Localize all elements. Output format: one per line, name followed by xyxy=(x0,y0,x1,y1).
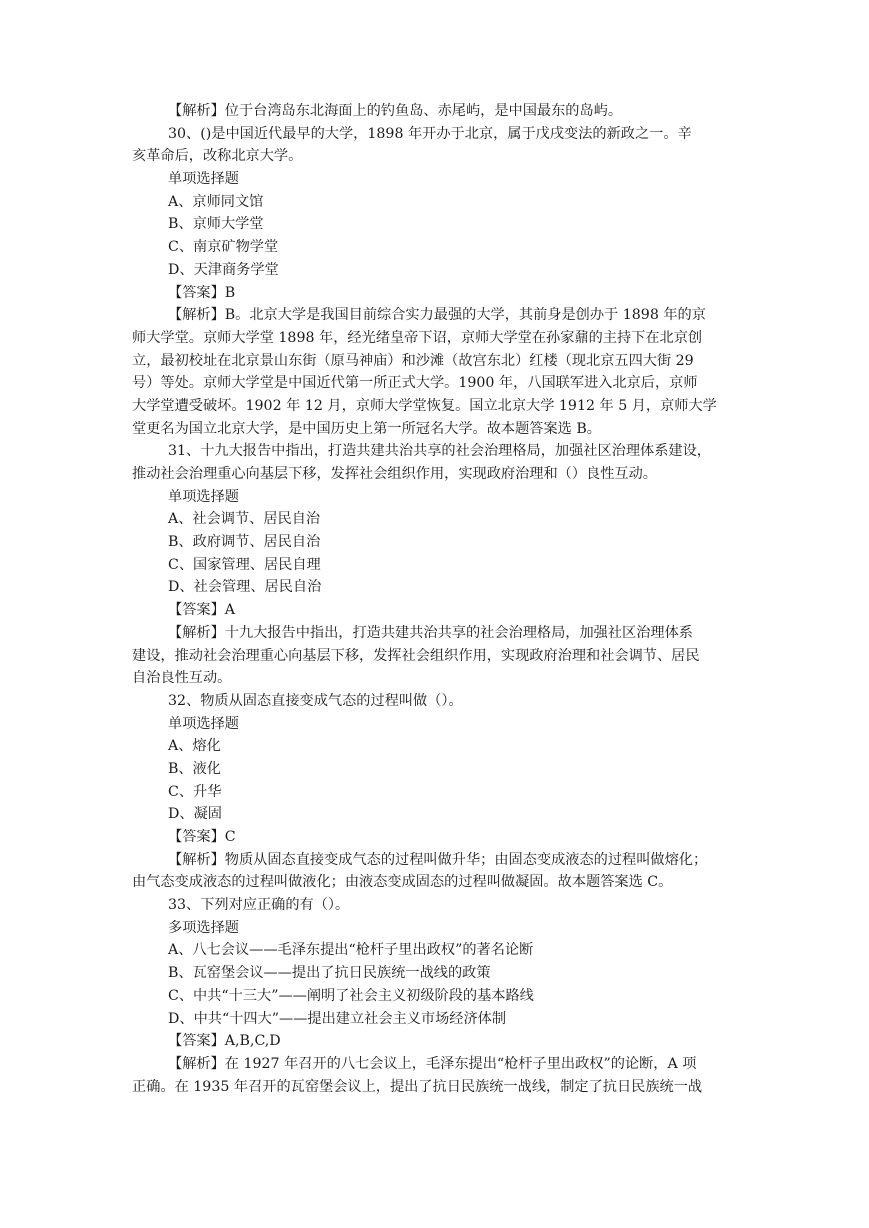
text-line: 单项选择题 xyxy=(168,171,239,188)
text-line: B、京师大学堂 xyxy=(168,216,264,233)
paragraph xyxy=(132,849,739,894)
paragraph-line: 号）等处。京师大学堂是中国近代第一所正式大学。1900 年，八国联军进入北京后，京师 xyxy=(132,375,698,392)
paragraph-line: 31、十九大报告中指出，打造共建共治共享的社会治理格局，加强社区治理体系建设， xyxy=(168,443,711,460)
paragraph-line: 自治良性互动。 xyxy=(132,670,232,687)
text-line: B、液化 xyxy=(168,760,221,777)
paragraph-line: 【解析】位于台湾岛东北海面上的钓鱼岛、赤尾屿，是中国最东的岛屿。 xyxy=(168,103,623,119)
text-line: B、政府调节、居民自治 xyxy=(168,534,321,551)
text-line: C、国家管理、居民自理 xyxy=(168,556,321,573)
text-line: 多项选择题 xyxy=(168,919,239,936)
text-line: C、中共“十三大”——阐明了社会主义初级阶段的基本路线 xyxy=(168,987,534,1004)
paragraph xyxy=(132,894,739,917)
paragraph-line: 堂更名为国立北京大学，是中国历史上第一所冠名大学。故本题答案选 B。 xyxy=(132,420,601,437)
paragraph-line: 推动社会治理重心向基层下移，发挥社会组织作用，实现政府治理和（）良性互动。 xyxy=(132,466,657,482)
paragraph-line: 师大学堂。京师大学堂 1898 年，经光绪皇帝下诏，京师大学堂在孙家鼐的主持下在北京创 xyxy=(132,329,703,346)
text-line: 【答案】A,B,C,D xyxy=(168,1033,281,1050)
paragraph-line: 【解析】物质从固态直接变成气态的过程叫做升华；由固态变成液态的过程叫做熔化； xyxy=(168,851,708,868)
paragraph xyxy=(132,1053,739,1098)
text-line: A、八七会议——毛泽东提出“枪杆子里出政权”的著名论断 xyxy=(168,942,534,959)
text-line: C、南京矿物学堂 xyxy=(168,239,279,256)
paragraph-line: 正确。在 1935 年召开的瓦窑堡会议上，提出了抗日民族统一战线，制定了抗日民族统一战 xyxy=(132,1078,703,1095)
paragraph xyxy=(132,100,739,123)
paragraph-line: 立，最初校址在北京景山东街（原马神庙）和沙滩（故宫东北）红楼（现北京五四大街 29 xyxy=(132,352,694,369)
paragraph-line: 建设，推动社会治理重心向基层下移，发挥社会组织作用，实现政府治理和社会调节、居民 xyxy=(132,647,700,664)
text-line: A、社会调节、居民自治 xyxy=(168,511,321,528)
text-line: A、京师同文馆 xyxy=(168,193,264,210)
paragraph-line: 【解析】在 1927 年召开的八七会议上，毛泽东提出“枪杆子里出政权”的论断，A 项 xyxy=(168,1055,697,1072)
paragraph-line: 由气态变成液态的过程叫做液化；由液态变成固态的过程叫做凝固。故本题答案选 C。 xyxy=(132,874,673,891)
text-line: D、中共“十四大”——提出建立社会主义市场经济体制 xyxy=(168,1010,507,1027)
paragraph xyxy=(132,304,739,440)
paragraph-line: 30、()是中国近代最早的大学，1898 年开办于北京，属于戊戌变法的新政之一。辛 xyxy=(168,125,692,142)
text-line: A、熔化 xyxy=(168,738,221,755)
paragraph-line: 33、下列对应正确的有（）。 xyxy=(168,897,350,914)
text-line: 单项选择题 xyxy=(168,488,239,505)
paragraph-line: 大学堂遭受破坏。1902 年 12 月，京师大学堂恢复。国立北京大学 1912 年 5 月，京师大学 xyxy=(132,397,717,414)
paragraph-line: 亥革命后，改称北京大学。 xyxy=(132,148,303,165)
paragraph xyxy=(132,123,739,168)
text-line: 【答案】C xyxy=(168,829,236,845)
text-line: 单项选择题 xyxy=(168,715,239,732)
paragraph xyxy=(132,440,739,485)
paragraph-line: 32、物质从固态直接变成气态的过程叫做（）。 xyxy=(168,692,463,709)
paragraph xyxy=(132,690,739,713)
text-line: B、瓦窑堡会议——提出了抗日民族统一战线的政策 xyxy=(168,965,491,982)
text-line: 【答案】B xyxy=(168,284,236,301)
paragraph-line: 【解析】B。北京大学是我国目前综合实力最强的大学，其前身是创办于 1898 年的京 xyxy=(168,307,706,324)
text-line: C、升华 xyxy=(168,783,222,800)
text-line: D、天津商务学堂 xyxy=(168,261,279,278)
text-line: 【答案】A xyxy=(168,602,235,619)
paragraph-line: 【解析】十九大报告中指出，打造共建共治共享的社会治理格局，加强社区治理体系 xyxy=(168,624,693,641)
text-line: D、社会管理、居民自治 xyxy=(168,579,322,596)
text-line: D、凝固 xyxy=(168,806,222,823)
paragraph xyxy=(132,622,739,690)
